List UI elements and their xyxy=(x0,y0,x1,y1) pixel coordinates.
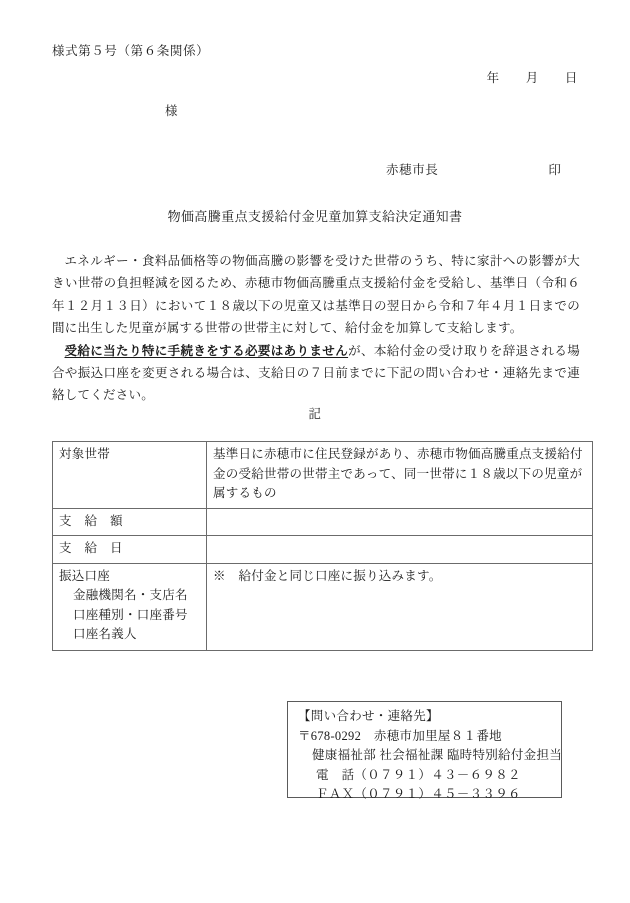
row-label-target-household: 対象世帯 xyxy=(53,442,207,509)
contact-heading: 【問い合わせ・連絡先】 xyxy=(298,709,439,723)
row-label-payment-date: 支 給 日 xyxy=(53,536,207,564)
bank-account-sub-number: 口座種別・口座番号 xyxy=(73,607,188,622)
contact-phone: 電 話（０７９１）４３－６９８２ xyxy=(316,767,521,782)
page-title: 物価高騰重点支援給付金児童加算支給決定通知書 xyxy=(167,209,463,224)
addressee-honorific: 様 xyxy=(165,104,179,118)
row-label-payment-amount: 支 給 額 xyxy=(53,508,207,536)
body-paragraph-2-rest: が、本給付金の受け取りを辞退される場合や振込口座を変更される場合は、支給日の７日前までに下記の問い合わせ・連絡先まで連絡してください。 xyxy=(52,343,580,403)
row-value-payment-date xyxy=(207,536,593,564)
date-day-label: 日 xyxy=(564,71,578,85)
body-paragraph-2 xyxy=(52,340,580,407)
row-value-target-household: 基準日に赤穂市に住民登録があり、赤穂市物価高騰重点支援給付金の受給世帯の世帯主であって、同一世帯に１８歳以下の児童が属するもの xyxy=(207,442,593,509)
table-row xyxy=(53,508,593,536)
contact-box xyxy=(287,701,563,802)
payment-info-table xyxy=(52,441,593,651)
bank-account-title: 振込口座 xyxy=(59,568,111,583)
table-row xyxy=(53,536,593,564)
bank-account-sub-holder: 口座名義人 xyxy=(73,627,137,641)
contact-fax: ＦＡＸ（０７９１）４５－３３９６ xyxy=(316,787,521,802)
date-line xyxy=(0,68,578,86)
date-month-label: 月 xyxy=(525,71,539,85)
contact-department: 健康福祉部 社会福祉課 臨時特別給付金担当 xyxy=(312,748,563,763)
form-number: 様式第５号（第６条関係） xyxy=(52,44,210,58)
bank-account-sub-institution: 金融機関名・支店名 xyxy=(73,588,188,602)
row-value-bank-account-note: ※ 給付金と同じ口座に振り込みます。 xyxy=(207,563,593,650)
date-year-label: 年 xyxy=(486,71,500,85)
ki-marker: 記 xyxy=(308,407,322,421)
table-row xyxy=(53,442,593,509)
contact-postal-address: 〒678-0292 赤穂市加里屋８１番地 xyxy=(298,728,502,743)
row-label-bank-account xyxy=(53,563,207,650)
issuer-line xyxy=(386,160,562,178)
table-row xyxy=(53,563,593,650)
body-emphasis-no-procedure: 受給に当たり特に手続きをする必要はありません xyxy=(64,343,349,358)
seal-mark: 印 xyxy=(548,163,562,177)
issuer-name: 赤穂市長 xyxy=(386,163,439,177)
body-paragraph-1: エネルギー・食料品価格等の物価高騰の影響を受けた世帯のうち、特に家計への影響が大きい世帯の負担軽減を図るため、赤穂市物価高騰重点支援給付金を受給し、基準日（令和６年１２月１３日）において１８歳以下の児童又は基準日の翌日から令和７年４月１日までの間に出生した児童が属する世帯の世帯主に対して、給付金を加算して支給します。 xyxy=(52,254,580,336)
body-text xyxy=(52,250,580,407)
row-value-payment-amount xyxy=(207,508,593,536)
